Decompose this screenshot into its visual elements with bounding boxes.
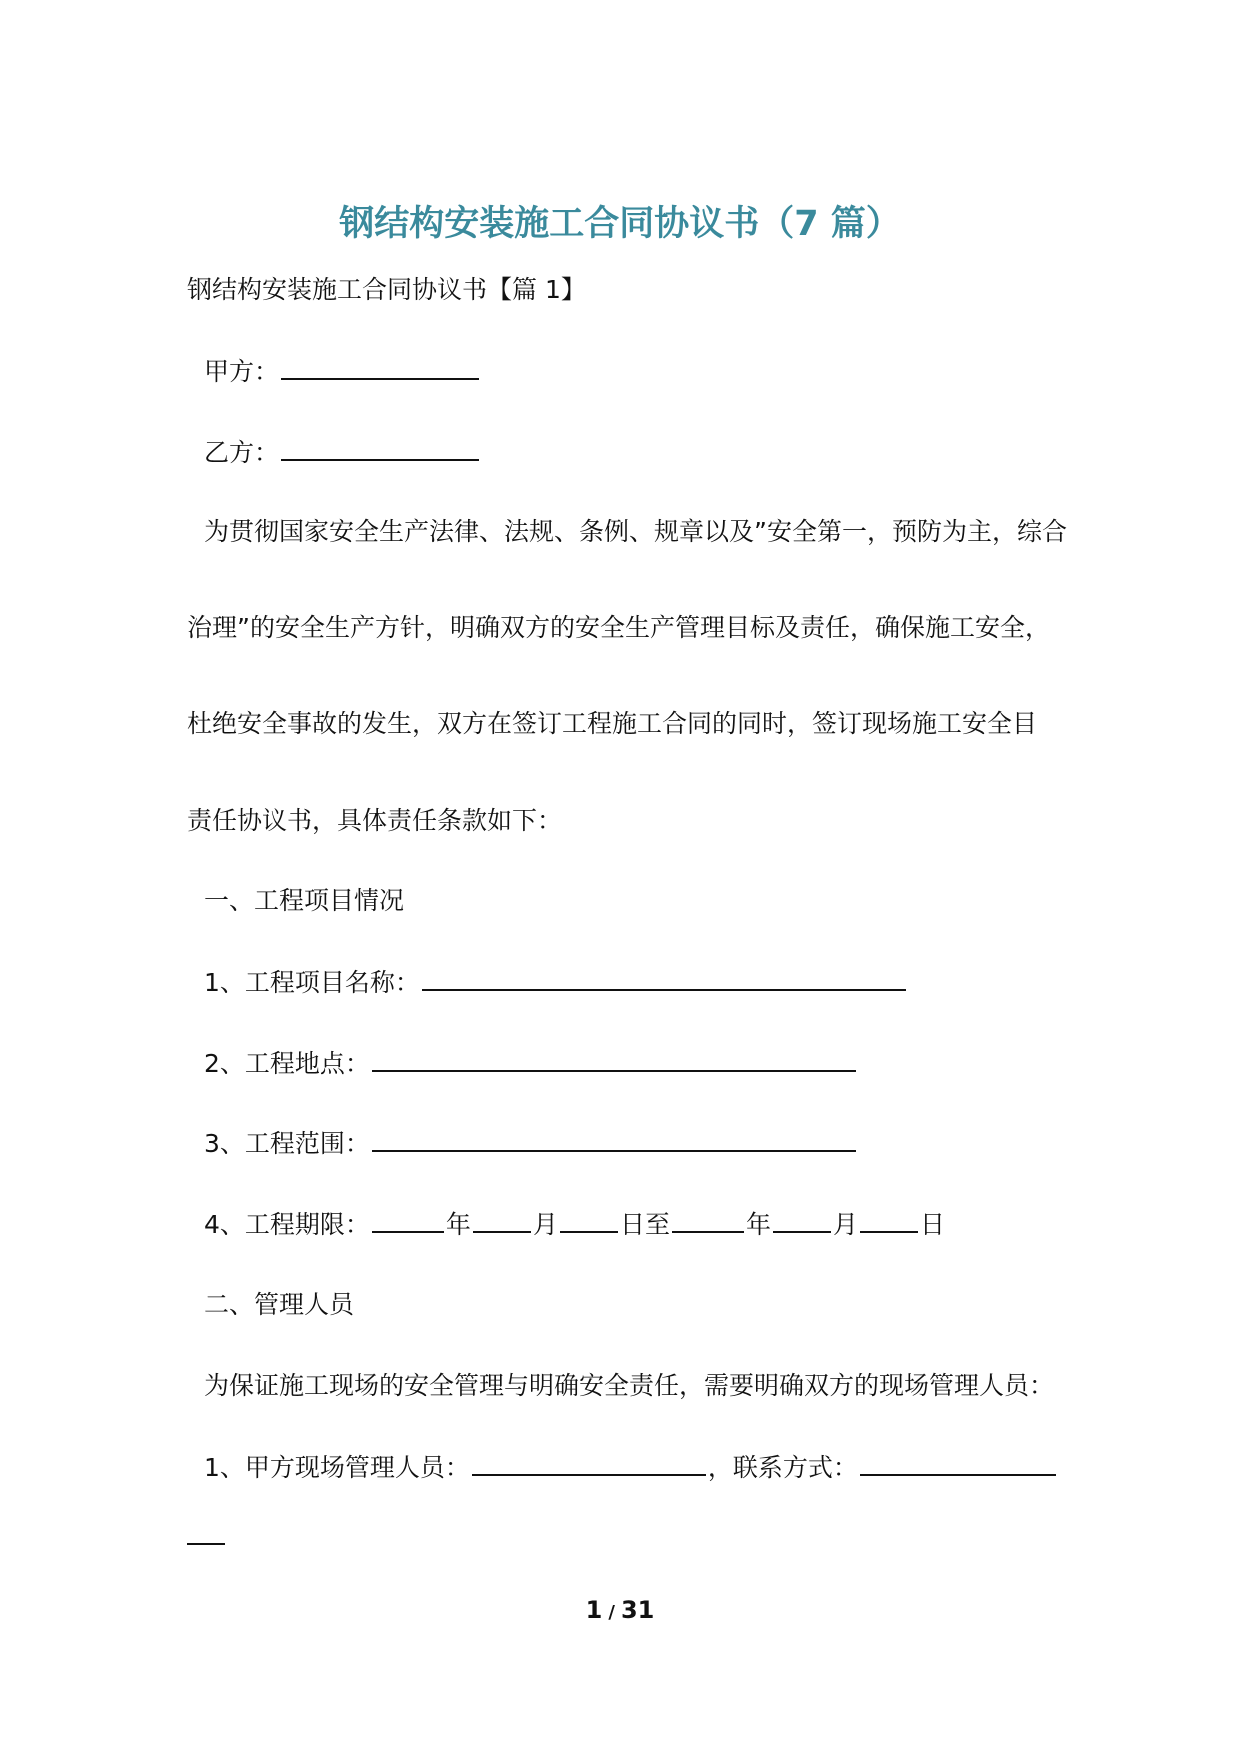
start-year-blank [372, 1209, 444, 1233]
item-2-label: 2、工程地点： [204, 1049, 370, 1078]
section-2-heading: 二、管理人员 [204, 1290, 355, 1319]
page-separator: / [608, 1602, 615, 1623]
item-4-label: 4、工程期限： [204, 1210, 370, 1239]
party-a-blank [281, 356, 479, 380]
document-title: 钢结构安装施工合同协议书（7 篇） [339, 204, 901, 244]
intro-line-1: 为贯彻国家安全生产法律、法规、条例、规章以及”安全第一，预防为主，综合 [204, 517, 1067, 546]
party-a-line [204, 356, 481, 387]
current-page: 1 [585, 1596, 603, 1624]
end-year-text: 年 [745, 1210, 771, 1239]
total-pages: 31 [620, 1596, 655, 1624]
end-month-text: 月 [832, 1210, 858, 1239]
item-4-line [204, 1209, 945, 1240]
project-scope-blank [372, 1128, 856, 1152]
end-month-blank [773, 1209, 831, 1233]
manager-1-contact-blank-continued [187, 1543, 225, 1545]
item-1-label: 1、工程项目名称： [204, 968, 420, 997]
section-1-heading: 一、工程项目情况 [204, 886, 405, 915]
party-b-blank [281, 437, 479, 461]
party-b-label: 乙方： [204, 438, 280, 467]
manager-1-name-blank [472, 1452, 706, 1476]
section-2-intro: 为保证施工现场的安全管理与明确安全责任，需要明确双方的现场管理人员： [204, 1371, 1055, 1400]
intro-line-3: 杜绝安全事故的发生，双方在签订工程施工合同的同时，签订现场施工安全目 [187, 709, 1038, 738]
party-a-label: 甲方： [204, 357, 280, 386]
manager-1-label: 1、甲方现场管理人员： [204, 1453, 470, 1482]
start-month-blank [473, 1209, 531, 1233]
manager-1-line [204, 1452, 1058, 1483]
party-b-line [204, 437, 481, 468]
manager-1-contact-blank [860, 1452, 1056, 1476]
item-3-label: 3、工程范围： [204, 1129, 370, 1158]
end-year-blank [672, 1209, 744, 1233]
item-1-line [204, 967, 908, 998]
project-location-blank [372, 1048, 856, 1072]
end-day-text: 日 [920, 1210, 946, 1239]
start-day-to-text: 日至 [619, 1210, 670, 1239]
end-day-blank [860, 1209, 918, 1233]
project-name-blank [422, 967, 906, 991]
section-heading: 钢结构安装施工合同协议书【篇 1】 [187, 275, 586, 304]
contact-label: ，联系方式： [707, 1453, 858, 1482]
item-3-line [204, 1128, 858, 1159]
page-indicator [0, 1596, 1240, 1624]
start-day-blank [560, 1209, 618, 1233]
start-month-text: 月 [532, 1210, 558, 1239]
item-2-line [204, 1048, 858, 1079]
start-year-text: 年 [445, 1210, 471, 1239]
intro-line-2: 治理”的安全生产方针，明确双方的安全生产管理目标及责任，确保施工安全， [187, 613, 1050, 642]
intro-line-4: 责任协议书，具体责任条款如下： [187, 806, 563, 835]
